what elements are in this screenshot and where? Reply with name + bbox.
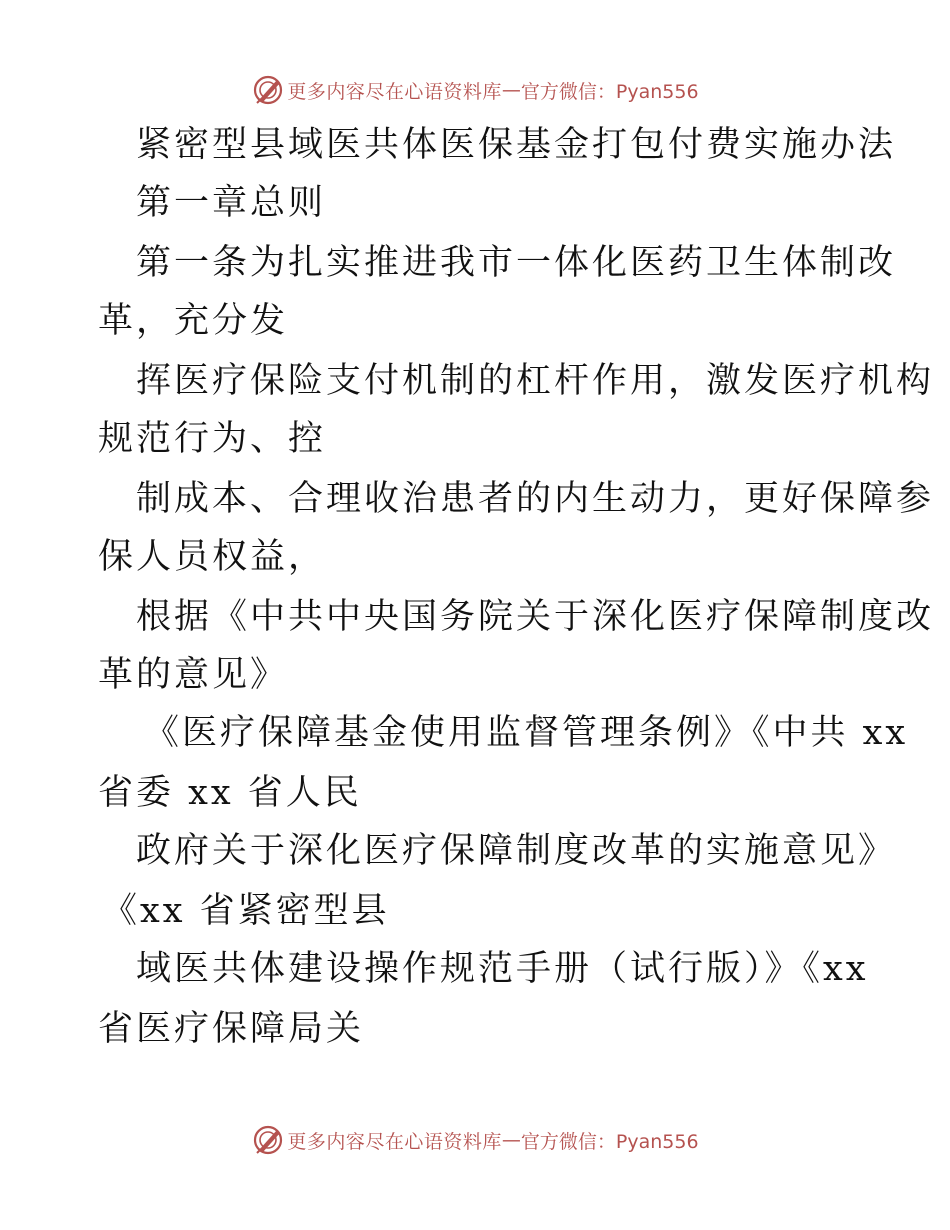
watermark-wechat: 官方微信：Pyan556 <box>520 1130 699 1153</box>
doc-line: 革，充分发 <box>98 301 289 341</box>
doc-line: 政府关于深化医疗保障制度改革的实施意见》 <box>136 831 897 871</box>
quill-logo-icon <box>251 1123 285 1157</box>
doc-line: 规范行为、控 <box>98 419 327 459</box>
watermark-text: 更多内容尽在心语资料库 <box>287 1130 502 1153</box>
doc-line: 根据《中共中央国务院关于深化医疗保障制度改 <box>136 597 935 637</box>
watermark-dash: — <box>501 79 521 101</box>
doc-line: 《医疗保障基金使用监督管理条例》《中共 xx <box>144 713 909 753</box>
doc-line: 革的意见》 <box>98 655 289 695</box>
doc-line: 保人员权益， <box>98 537 327 577</box>
doc-line: 制成本、合理收治患者的内生动力，更好保障参 <box>136 479 935 519</box>
footer-watermark <box>0 1120 950 1160</box>
doc-line: 省医疗保障局关 <box>98 1009 365 1049</box>
doc-line: 《xx 省紧密型县 <box>102 891 390 931</box>
doc-line: 域医共体建设操作规范手册（试行版）》《xx <box>136 949 869 989</box>
header-watermark <box>0 70 950 110</box>
doc-title: 紧密型县域医共体医保基金打包付费实施办法 <box>136 125 897 165</box>
chapter-heading: 第一章总则 <box>136 183 327 223</box>
doc-line: 挥医疗保险支付机制的杠杆作用，激发医疗机构 <box>136 361 935 401</box>
quill-logo-icon <box>251 73 285 107</box>
doc-line: 第一条为扎实推进我市一体化医药卫生体制改 <box>136 243 897 283</box>
doc-line: 省委 xx 省人民 <box>98 773 362 813</box>
watermark-dash: — <box>501 1129 521 1151</box>
watermark-text: 更多内容尽在心语资料库 <box>287 80 502 103</box>
watermark-wechat: 官方微信：Pyan556 <box>520 80 699 103</box>
